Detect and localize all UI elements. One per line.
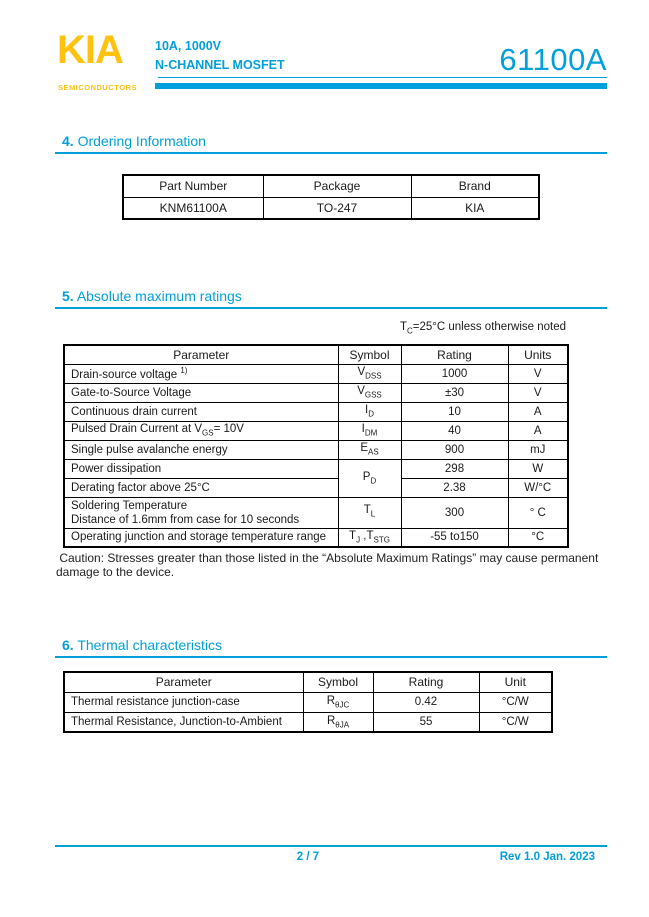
rating-cell: 10 xyxy=(401,402,508,421)
symbol-cell: $T_L$ xyxy=(338,497,401,528)
symbol-cell: $I_{DM}$ xyxy=(338,421,401,440)
col-header-rating: Rating xyxy=(373,672,479,692)
symbol-cell: $V_{DSS}$ xyxy=(338,364,401,383)
rating-cell: 900 xyxy=(401,440,508,459)
col-header-part-number: Part Number xyxy=(123,175,263,197)
col-header-rating: Rating xyxy=(401,345,508,364)
section-title-ordering xyxy=(62,133,206,149)
col-header-parameter: Parameter xyxy=(64,345,338,364)
parameter-cell: Thermal resistance junction-case xyxy=(64,692,303,712)
col-header-units: Units xyxy=(508,345,568,364)
rating-cell: 300 xyxy=(401,497,508,528)
col-header-symbol: Symbol xyxy=(303,672,373,692)
col-header-symbol: Symbol xyxy=(338,345,401,364)
table-row xyxy=(64,692,552,712)
rating-cell: 1000 xyxy=(401,364,508,383)
header-accent-bar xyxy=(155,83,607,89)
section-rule-thermal xyxy=(55,656,607,658)
parameter-cell: Single pulse avalanche energy xyxy=(64,440,338,459)
parameter-cell: Gate-to-Source Voltage xyxy=(64,383,338,402)
kia-logo-subtext: SEMICONDUCTORS xyxy=(58,83,137,92)
symbol-cell: $P_D$ xyxy=(338,459,401,497)
parameter-cell: Derating factor above 25°C xyxy=(64,478,338,497)
table-row xyxy=(64,712,552,732)
kia-logo: KIA xyxy=(57,28,123,72)
symbol-cell: $R_{\theta JA}$ xyxy=(303,712,373,732)
section-number: 5. xyxy=(62,288,74,304)
device-type-line: N-CHANNEL MOSFET xyxy=(155,58,285,72)
col-header-brand: Brand xyxy=(411,175,539,197)
rating-cell: 2.38 xyxy=(401,478,508,497)
parameter-cell: Drain-source voltage $^{1)}$ xyxy=(64,364,338,383)
section-title-thermal xyxy=(62,637,222,653)
symbol-cell: $T_J$ $,T_{STG}$ xyxy=(338,528,401,547)
units-cell: mJ xyxy=(508,440,568,459)
rating-cell: ±30 xyxy=(401,383,508,402)
unit-cell: °C/W xyxy=(479,692,552,712)
header-thin-rule xyxy=(158,77,607,78)
table-header-row xyxy=(64,672,552,692)
units-cell: A xyxy=(508,421,568,440)
footer-rule xyxy=(55,845,607,847)
device-description xyxy=(155,37,285,75)
section-label: Thermal characteristics xyxy=(77,637,223,653)
page-number: 2 / 7 xyxy=(296,851,320,863)
parameter-cell: Power dissipation xyxy=(64,459,338,478)
section-label: Absolute maximum ratings xyxy=(76,288,242,304)
unit-cell: °C/W xyxy=(479,712,552,732)
col-header-package: Package xyxy=(263,175,411,197)
symbol-cell: $E_{AS}$ xyxy=(338,440,401,459)
rating-cell: 55 xyxy=(373,712,479,732)
parameter-cell: Soldering Temperature Distance of 1.6mm from case for 10 seconds xyxy=(64,497,338,528)
table-header-row xyxy=(64,345,568,364)
table-row xyxy=(64,364,568,383)
rating-cell: 0.42 xyxy=(373,692,479,712)
section-number: 6. xyxy=(62,637,74,653)
table-header-row xyxy=(123,175,539,197)
section-rule-abs-max xyxy=(55,307,607,309)
units-cell: A xyxy=(508,402,568,421)
col-header-parameter: Parameter xyxy=(64,672,303,692)
table-row xyxy=(64,383,568,402)
package-cell: TO-247 xyxy=(263,197,411,219)
rating-cell: -55 to150 xyxy=(401,528,508,547)
units-cell: V xyxy=(508,383,568,402)
rating-cell: 40 xyxy=(401,421,508,440)
units-cell: W/°C xyxy=(508,478,568,497)
section-rule-ordering xyxy=(55,152,607,154)
table-row xyxy=(123,197,539,219)
revision-label: Rev 1.0 Jan. 2023 xyxy=(499,851,595,863)
symbol-cell: $I_D$ xyxy=(338,402,401,421)
section-title-abs-max xyxy=(62,288,242,304)
col-header-unit: Unit xyxy=(479,672,552,692)
condition-note: $T_C=25^\circ C$ unless otherwise noted xyxy=(399,321,566,336)
table-row xyxy=(64,528,568,547)
absolute-max-ratings-table xyxy=(63,344,569,548)
parameter-cell: Operating junction and storage temperature range xyxy=(64,528,338,547)
units-cell: V xyxy=(508,364,568,383)
parameter-cell: Pulsed Drain Current at $V_{GS}= 10V$ xyxy=(64,421,338,440)
parameter-cell: Thermal Resistance, Junction-to-Ambient xyxy=(64,712,303,732)
ordering-table xyxy=(122,174,540,220)
units-cell: W xyxy=(508,459,568,478)
caution-note: Caution: Stresses greater than those listed in the “Absolute Maximum Ratings” may cause permanent damage to the device. xyxy=(56,551,599,579)
parameter-cell: Continuous drain current xyxy=(64,402,338,421)
table-row xyxy=(64,497,568,528)
table-row xyxy=(64,421,568,440)
device-rating-line: 10A, 1000V xyxy=(155,39,222,53)
table-row xyxy=(64,478,568,497)
table-row xyxy=(64,459,568,478)
section-label: Ordering Information xyxy=(77,133,206,149)
units-cell: ° C xyxy=(508,497,568,528)
symbol-cell: $V_{GSS}$ xyxy=(338,383,401,402)
symbol-cell: $R_{\theta JC}$ xyxy=(303,692,373,712)
part-number-cell: KNM61100A xyxy=(123,197,263,219)
rating-cell: 298 xyxy=(401,459,508,478)
thermal-characteristics-table xyxy=(63,671,553,733)
table-row xyxy=(64,440,568,459)
units-cell: °C xyxy=(508,528,568,547)
table-row xyxy=(64,402,568,421)
section-number: 4. xyxy=(62,133,74,149)
part-number-title: 61100A xyxy=(499,42,607,77)
brand-cell: KIA xyxy=(411,197,539,219)
